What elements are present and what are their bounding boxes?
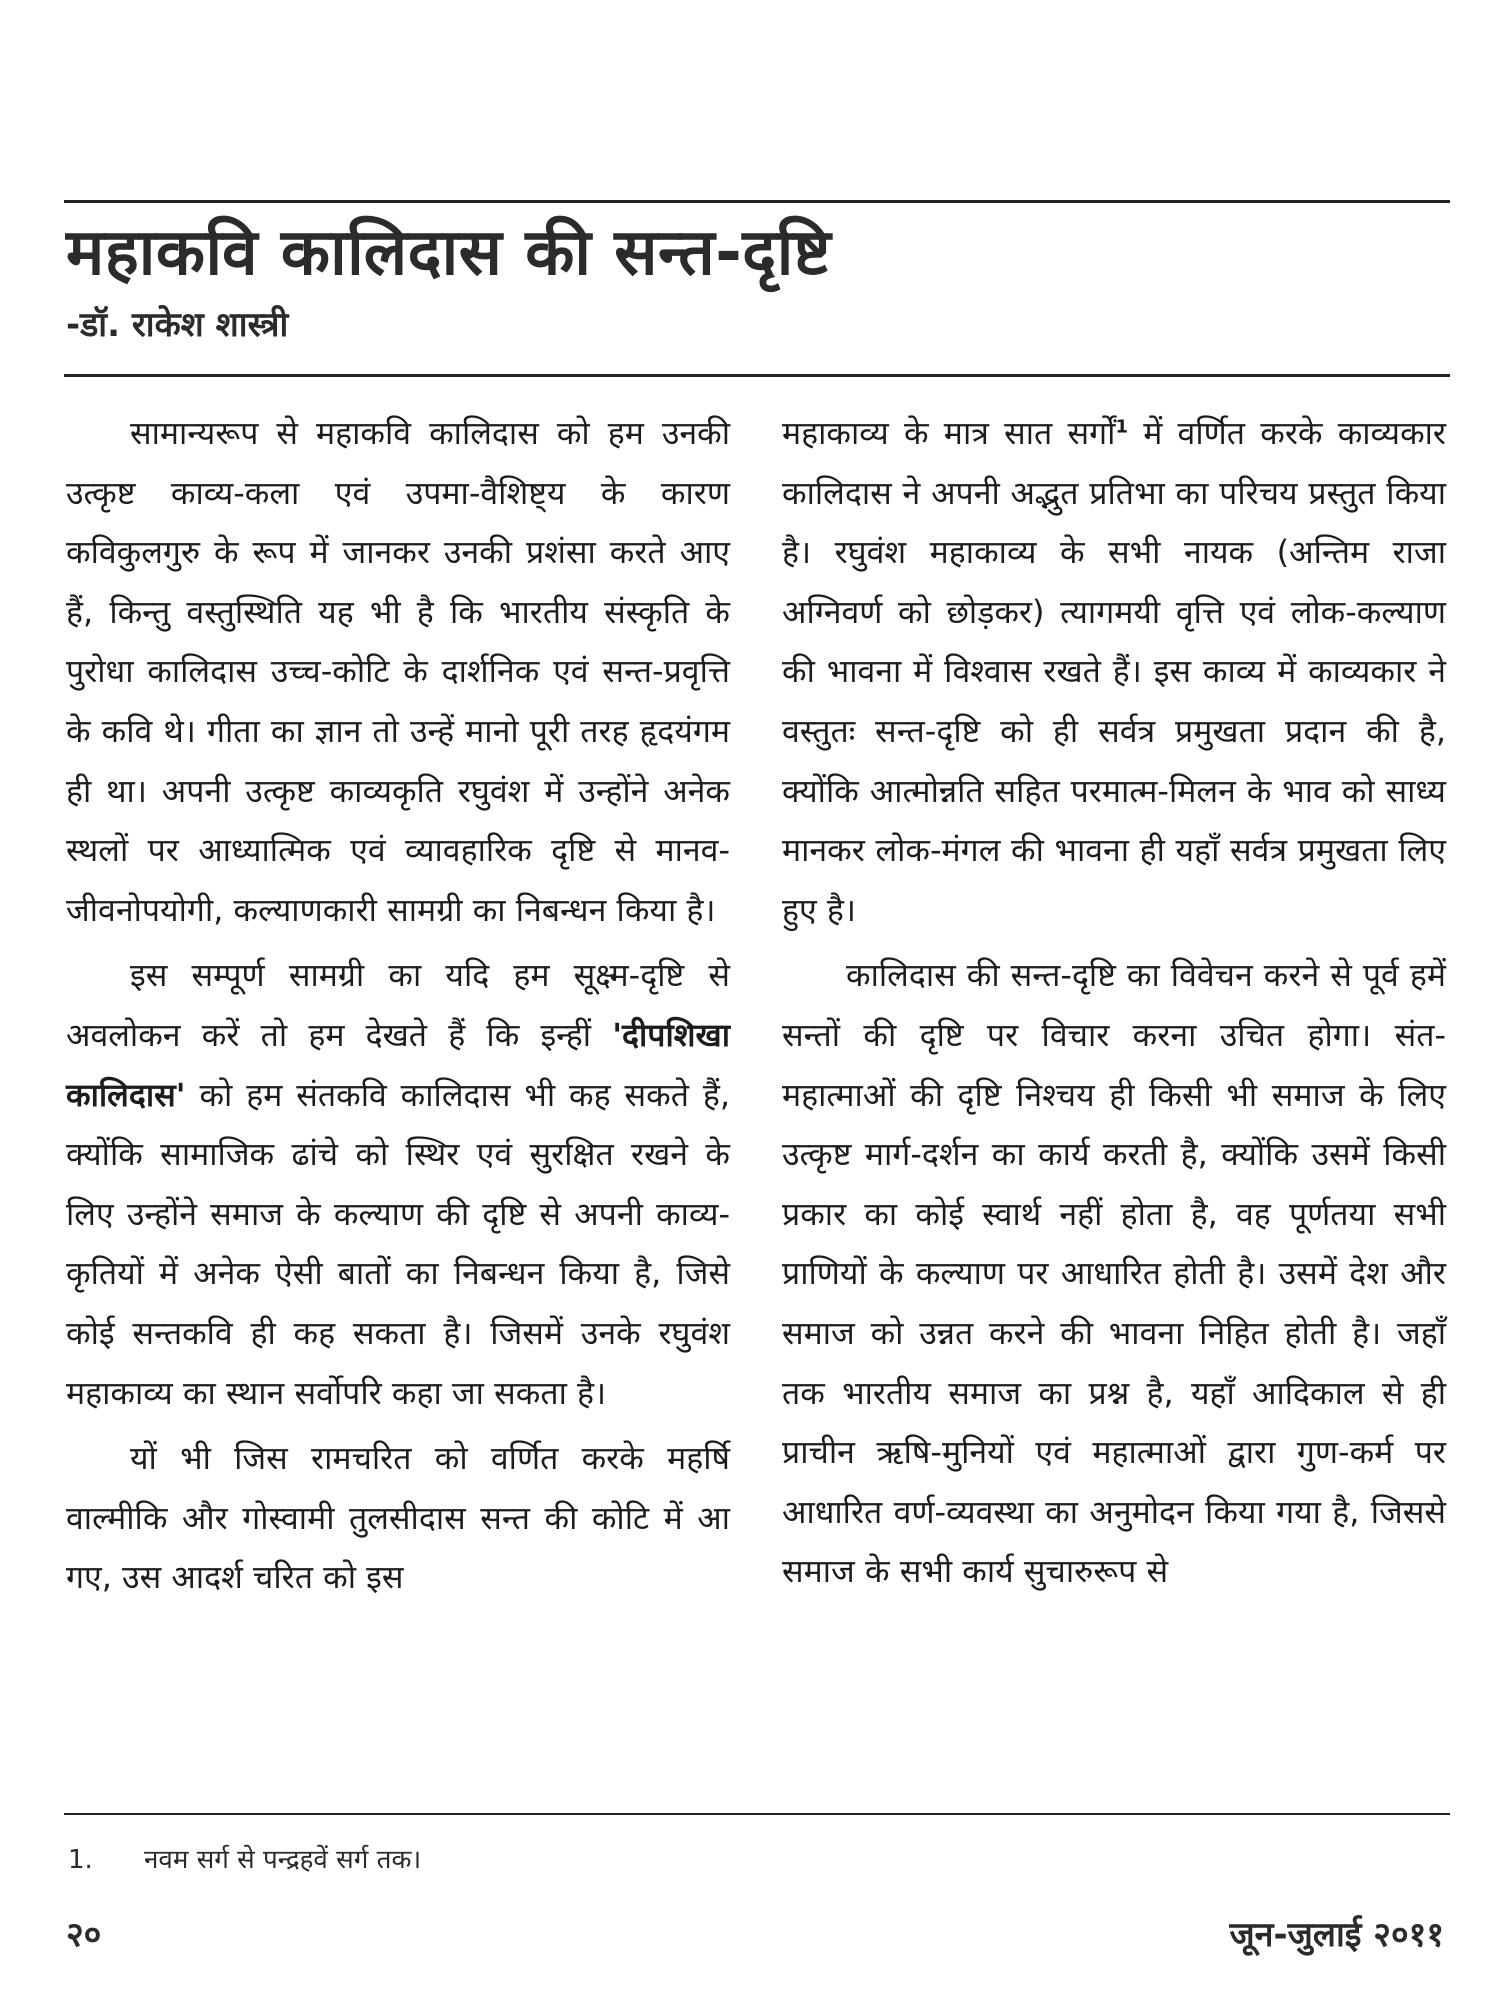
left-paragraph-2-emphasis: 'दीपशिखा कालिदास' <box>66 1015 730 1114</box>
left-column <box>66 404 730 1614</box>
top-rule <box>64 200 1450 203</box>
article-author: -डॉ. राकेश शास्त्री <box>66 305 289 345</box>
right-column <box>782 404 1446 1608</box>
right-paragraph-1-end: में वर्णित करके काव्यकार कालिदास ने अपनी अद्भुत प्रतिभा का परिचय प्रस्तुत किया है। रघुवंश महाकाव्य के सभी नायक (अन्तिम राजा अग्निवर्ण को छोड़कर) त्यागमयी वृत्ति एवं लोक-कल्याण की भावना में विश्वास रखते हैं। इस काव्य में काव्यकार ने वस्तुतः सन्त-दृष्टि को ही सर्वत्र प्रमुखता प्रदान की है, क्योंकि आत्मोन्नति सहित परमात्म-मिलन के भाव को साध्य मानकर लोक-मंगल की भावना ही यहाँ सर्वत्र प्रमुखता लिए हुए है। <box>782 414 1447 929</box>
right-paragraph-2: कालिदास की सन्त-दृष्टि का विवेचन करने से पूर्व हमें सन्तों की दृष्टि पर विचार करना उचित होगा। संत-महात्माओं की दृष्टि निश्चय ही किसी भी समाज के लिए उत्कृष्ट मार्ग-दर्शन का कार्य करती है, क्योंकि उसमें किसी प्रकार का कोई स्वार्थ नहीं होता है, वह पूर्णतया सभी प्राणियों के कल्याण पर आधारित होती है। उसमें देश और समाज को उन्नत करने की भावना निहित होती है। जहाँ तक भारतीय समाज का प्रश्न है, यहाँ आदिकाल से ही प्राचीन ऋषि-मुनियों एवं महात्माओं द्वारा गुण-कर्म पर आधारित वर्ण-व्यवस्था का अनुमोदन किया गया है, जिससे समाज के सभी कार्य सुचारुरूप से <box>782 956 1446 1591</box>
left-paragraph-2 <box>66 946 730 1423</box>
right-paragraph-1-start: महाकाव्य के मात्र सात सर्गों <box>782 414 1116 452</box>
footnote-text: नवम सर्ग से पन्द्रहवें सर्ग तक। <box>144 1845 422 1875</box>
footnote-number: 1. <box>68 1845 93 1875</box>
footnote-rule <box>64 1813 1450 1815</box>
page-number: २० <box>66 1915 102 1955</box>
right-paragraph-1 <box>782 404 1446 940</box>
footnote-marker: 1 <box>1115 416 1128 438</box>
header-rule <box>64 374 1450 377</box>
article-title: महाकवि कालिदास की सन्त-दृष्टि <box>66 216 832 290</box>
left-paragraph-3: यों भी जिस रामचरित को वर्णित करके महर्षि वाल्मीकि और गोस्वामी तुलसीदास सन्त की कोटि में आ गए, उस आदर्श चरित को इस <box>66 1439 730 1597</box>
issue-date: जून-जुलाई २०११ <box>1229 1915 1444 1955</box>
left-paragraph-1: सामान्यरूप से महाकवि कालिदास को हम उनकी उत्कृष्ट काव्य-कला एवं उपमा-वैशिष्ट्य के कारण कविकुलगुरु के रूप में जानकर उनकी प्रशंसा करते आए हैं, किन्तु वस्तुस्थिति यह भी है कि भारतीय संस्कृति के पुरोधा कालिदास उच्च-कोटि के दार्शनिक एवं सन्त-प्रवृत्ति के कवि थे। गीता का ज्ञान तो उन्हें मानो पूरी तरह हृदयंगम ही था। अपनी उत्कृष्ट काव्यकृति रघुवंश में उन्होंने अनेक स्थलों पर आध्यात्मिक एवं व्यावहारिक दृष्टि से मानव-जीवनोपयोगी, कल्याणकारी सामग्री का निबन्धन किया है। <box>66 414 730 929</box>
left-paragraph-2-end: को हम संतकवि कालिदास भी कह सकते हैं, क्योंकि सामाजिक ढांचे को स्थिर एवं सुरक्षित रखने के लिए उन्होंने समाज के कल्याण की दृष्टि से अपनी काव्य-कृतियों में अनेक ऐसी बातों का निबन्धन किया है, जिसे कोई सन्तकवि ही कह सकता है। जिसमें उनके रघुवंश महाकाव्य का स्थान सर्वोपरि कहा जा सकता है। <box>66 1075 731 1412</box>
footnote <box>68 1840 421 1876</box>
left-paragraph-2-start: इस सम्पूर्ण सामग्री का यदि हम सूक्ष्म-दृष्टि से अवलोकन करें तो हम देखते हैं कि इन्हीं <box>66 956 730 1054</box>
